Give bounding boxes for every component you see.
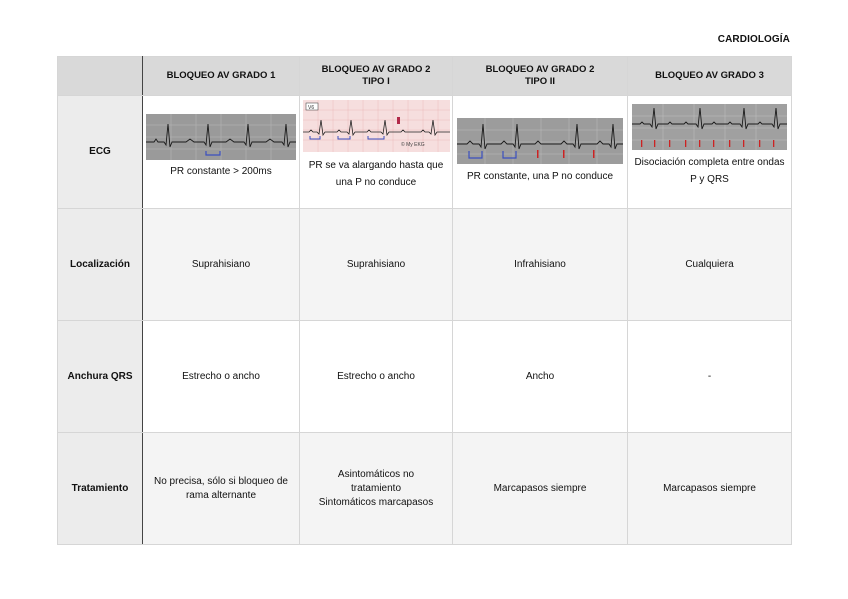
ecg-cell-grado-2-tipo-1 (300, 96, 453, 209)
header-grado-2-tipo-1-label: BLOQUEO AV GRADO 2 TIPO I (321, 64, 431, 87)
ecg-strip-grado-3 (632, 104, 787, 150)
ecg-cell-grado-3 (628, 96, 792, 209)
ecg-strip-grado-2-tipo-2 (457, 118, 623, 164)
row-label-ecg: ECG (58, 96, 143, 209)
header-grado-2-tipo-1 (300, 57, 453, 96)
ecg-caption-grado-1: PR constante > 200ms (170, 166, 272, 177)
header-grado-1 (143, 57, 300, 96)
ecg-cell-grado-2-tipo-2 (453, 96, 628, 209)
row-label-localizacion: Localización (58, 209, 143, 321)
section-label: CARDIOLOGÍA (717, 34, 790, 45)
localizacion-grado-2-tipo-2: Infrahisiano (453, 209, 628, 321)
tratamiento-grado-2-tipo-1 (300, 433, 453, 545)
header-grado-2-tipo-2-label: BLOQUEO AV GRADO 2 TIPO II (485, 64, 595, 87)
anchura-qrs-grado-3: - (628, 321, 792, 433)
ecg-caption-grado-2-tipo-2: PR constante, una P no conduce (466, 171, 614, 182)
tratamiento-asintomaticos: Asintomáticos no tratamiento (337, 468, 415, 494)
av-block-table (57, 56, 792, 545)
ecg-row (58, 96, 792, 209)
anchura-qrs-grado-1: Estrecho o ancho (143, 321, 300, 433)
ecg-strip-grado-1 (146, 114, 296, 160)
localizacion-grado-3: Cualquiera (628, 209, 792, 321)
ecg-lead-label: V6 (308, 105, 315, 111)
header-row (58, 57, 792, 96)
tratamiento-grado-2-tipo-2: Marcapasos siempre (453, 433, 628, 545)
localizacion-row (58, 209, 792, 321)
anchura-qrs-grado-2-tipo-1: Estrecho o ancho (300, 321, 453, 433)
tratamiento-grado-3: Marcapasos siempre (628, 433, 792, 545)
localizacion-grado-1: Suprahisiano (143, 209, 300, 321)
header-grado-1-label: BLOQUEO AV GRADO 1 (166, 70, 276, 81)
header-grado-3 (628, 57, 792, 96)
anchura-qrs-row (58, 321, 792, 433)
ecg-strip-grado-2-tipo-1 (303, 100, 450, 152)
tratamiento-grado-1: No precisa, sólo si bloqueo de rama alternante (143, 433, 300, 545)
header-grado-3-label: BLOQUEO AV GRADO 3 (655, 70, 764, 81)
row-label-tratamiento: Tratamiento (58, 433, 143, 545)
localizacion-grado-2-tipo-1: Suprahisiano (300, 209, 453, 321)
ecg-credit: © My EKG (401, 142, 425, 148)
ecg-caption-grado-2-tipo-1: PR se va alargando hasta que una P no conduce (308, 160, 444, 188)
header-corner (58, 57, 143, 96)
ecg-caption-grado-3: Disociación completa entre ondas P y QRS (634, 157, 785, 185)
tratamiento-sintomaticos: Sintomáticos marcapasos (318, 496, 434, 508)
row-label-anchura-qrs: Anchura QRS (58, 321, 143, 433)
anchura-qrs-grado-2-tipo-2: Ancho (453, 321, 628, 433)
ecg-cell-grado-1 (143, 96, 300, 209)
tratamiento-row (58, 433, 792, 545)
header-grado-2-tipo-2 (453, 57, 628, 96)
